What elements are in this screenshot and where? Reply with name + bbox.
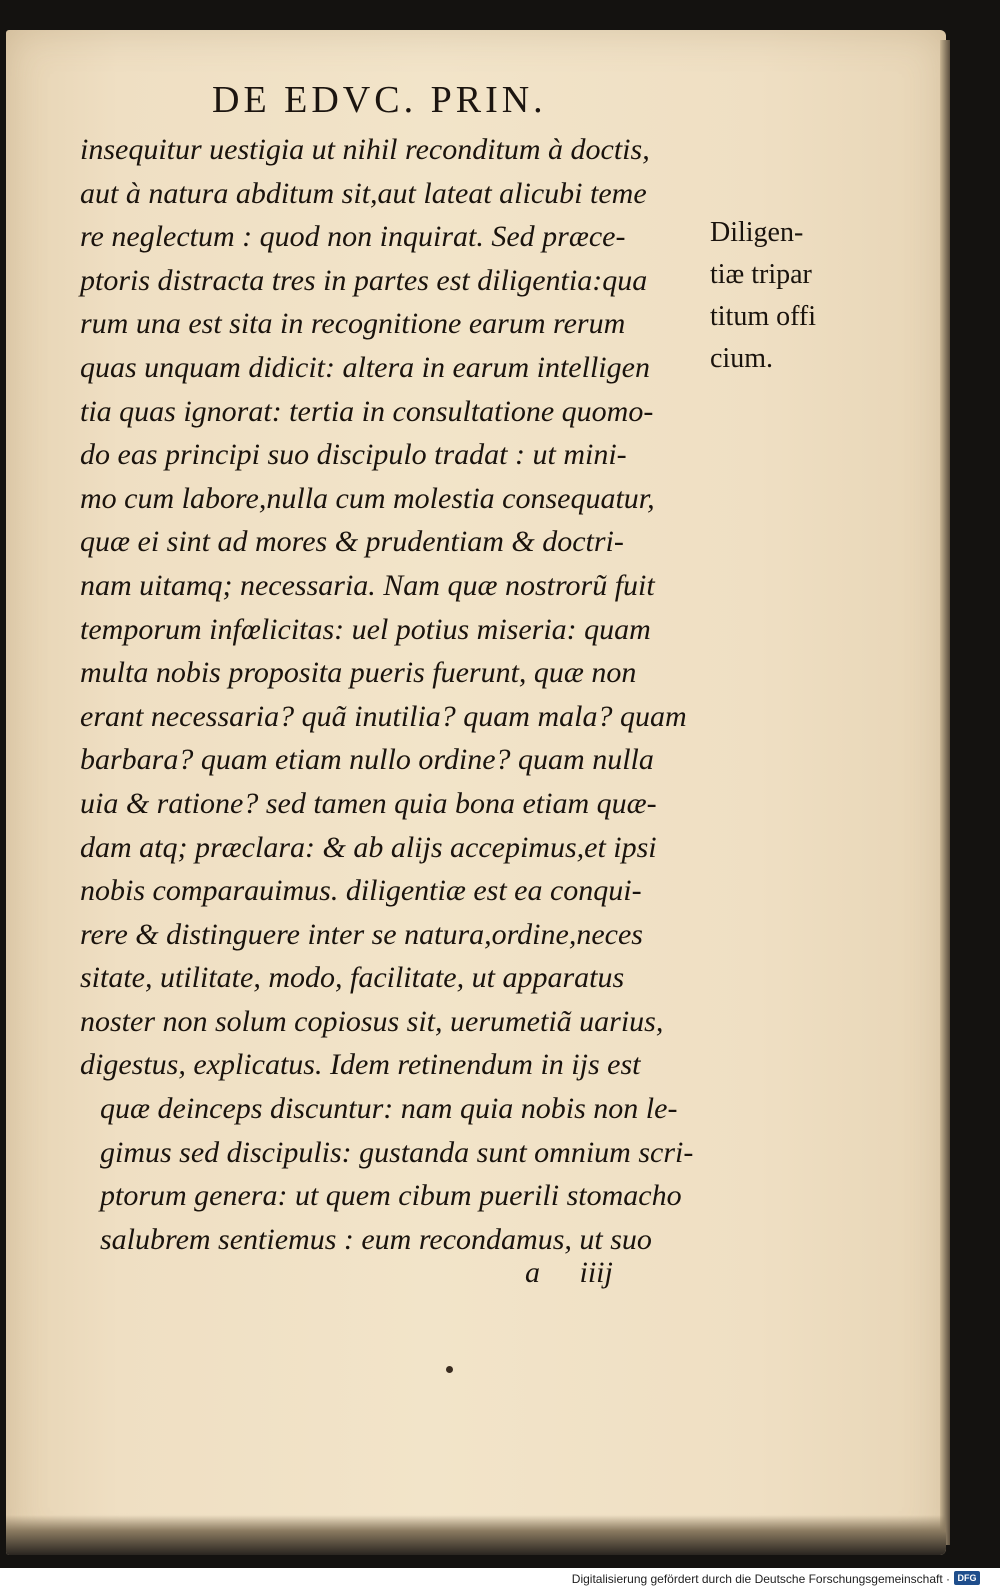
signature-number: iiij [579,1256,613,1289]
text-line: rum una est sita in recognitione earum rerum [80,307,626,341]
main-text-block [80,128,720,1261]
text-line: mo cum labore,nulla cum molestia consequatur, [80,481,655,515]
text-line: quæ deinceps discuntur: nam quia nobis non le- [100,1092,678,1126]
marginal-note-line: cium. [710,343,773,374]
text-line: salubrem sentiemus : eum recondamus, ut suo [100,1222,652,1256]
page-edge-right [940,40,950,1545]
marginal-note-line: tiæ tripar [710,259,812,290]
text-line: noster non solum copiosus sit, uerumetiã uarius, [80,1004,664,1038]
text-line: re neglectum : quod non inquirat. Sed præce- [80,220,626,254]
text-line: tia quas ignorat: tertia in consultatione quomo- [80,394,654,428]
text-line: ptorum genera: ut quem cibum puerili stomacho [100,1179,682,1213]
text-line: nam uitamq; necessaria. Nam quæ nostrorũ fuit [80,568,655,602]
text-line: rere & distinguere inter se natura,ordine,neces [80,917,643,951]
marginal-note [710,212,816,380]
page-edge-bottom [6,1515,946,1555]
dfg-logo: DFG [954,1571,980,1585]
marginal-note-line: Diligen- [710,217,804,248]
text-line: ptoris distracta tres in partes est diligentia:qua [80,263,648,297]
text-line: barbara? quam etiam nullo ordine? quam nulla [80,743,654,777]
text-line: quas unquam didicit: altera in earum intelligen [80,350,650,384]
running-head: DE EDVC. PRIN. [212,79,547,121]
text-line: digestus, explicatus. Idem retinendum in ijs est [80,1048,641,1082]
text-line: insequitur uestigia ut nihil reconditum à doctis, [80,133,650,166]
text-line: aut à natura abditum sit,aut lateat alicubi teme [80,176,647,210]
text-line: multa nobis proposita pueris fuerunt, quæ non [80,656,637,690]
funding-credit: Digitalisierung gefördert durch die Deutsche Forschungsgemeinschaft · [571,1572,950,1586]
text-line: quæ ei sint ad mores & prudentiam & doctri- [80,525,624,559]
text-line: nobis comparauimus. diligentiæ est ea conqui- [80,874,642,908]
text-line: uia & ratione? sed tamen quia bona etiam quæ- [80,786,657,820]
text-line: dam atq; præclara: & ab alijs accepimus,et ipsi [80,830,657,864]
text-line: do eas principi suo discipulo tradat : ut mini- [80,438,627,472]
text-line: gimus sed discipulis: gustanda sunt omnium scri- [100,1135,694,1169]
ink-spot [446,1366,453,1373]
text-line: temporum infœlicitas: uel potius miseria: quam [80,612,651,646]
signature-letter: a [525,1256,540,1289]
marginal-note-line: titum offi [710,301,817,332]
signature-mark [525,1256,613,1290]
text-line: sitate, utilitate, modo, facilitate, ut apparatus [80,961,625,995]
text-line: erant necessaria? quã inutilia? quam mala? quam [80,699,687,733]
